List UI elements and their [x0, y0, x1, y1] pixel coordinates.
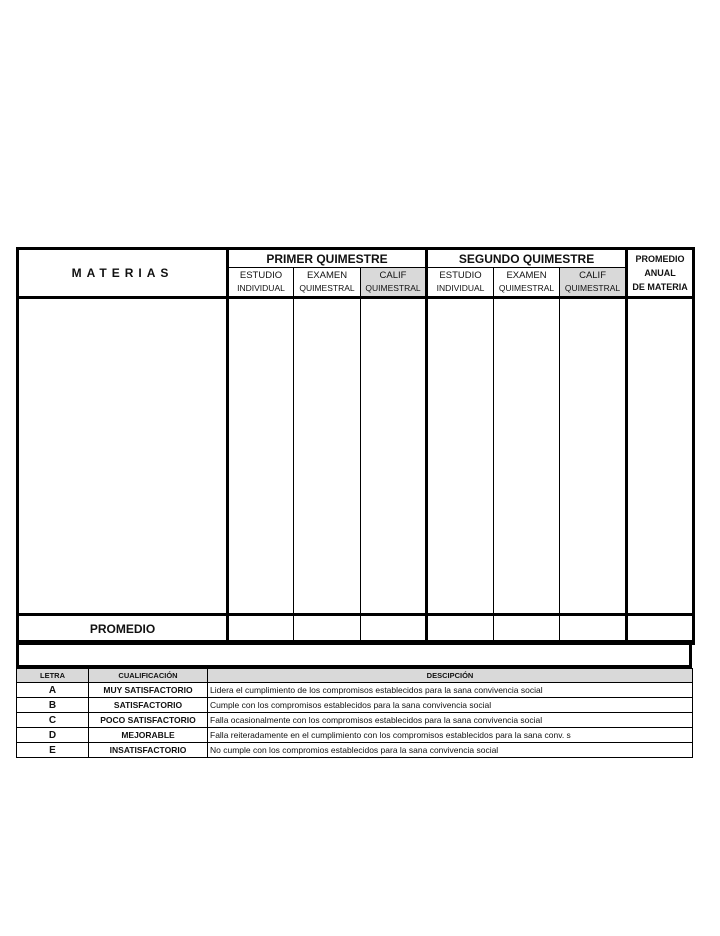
grade-cell[interactable]: [494, 298, 560, 615]
promedio-label: PROMEDIO: [18, 615, 228, 644]
legend-qualification: MUY SATISFACTORIO: [89, 683, 208, 698]
legend-letter-header: LETRA: [17, 669, 89, 683]
legend-letter: C: [17, 713, 89, 728]
segundo-quimestre-header: SEGUNDO QUIMESTRE: [427, 249, 627, 268]
legend-letter: A: [17, 683, 89, 698]
legend-qualification: POCO SATISFACTORIO: [89, 713, 208, 728]
grades-table: [16, 247, 695, 645]
legend-row: [17, 698, 693, 713]
annual-average-cell[interactable]: [627, 298, 694, 615]
legend-table: [16, 668, 693, 758]
comments-band[interactable]: [16, 640, 692, 668]
promedio-anual-header: [627, 249, 694, 298]
q1-estudio-header: ESTUDIO INDIVIDUAL: [228, 268, 294, 298]
promedio-anual-line3: DE MATERIA: [632, 282, 688, 292]
legend-letter: E: [17, 743, 89, 758]
legend-description: Lidera el cumplimiento de los compromisos establecidos para la sana convivencia social: [208, 683, 693, 698]
promedio-anual-line2: ANUAL: [644, 268, 676, 278]
q1-examen-header: EXAMEN QUIMESTRAL: [294, 268, 361, 298]
legend-letter: D: [17, 728, 89, 743]
grade-cell[interactable]: [427, 298, 494, 615]
q2-examen-header: EXAMEN QUIMESTRAL: [494, 268, 560, 298]
legend-description-header: DESCIPCIÓN: [208, 669, 693, 683]
legend-qualification-header: CUALIFICACIÓN: [89, 669, 208, 683]
promedio-anual-line1: PROMEDIO: [635, 254, 685, 264]
legend-row: [17, 728, 693, 743]
grade-cell[interactable]: [228, 298, 294, 615]
q2-estudio-header: ESTUDIO INDIVIDUAL: [427, 268, 494, 298]
legend-row: [17, 683, 693, 698]
grade-cell[interactable]: [560, 298, 627, 615]
legend-qualification: INSATISFACTORIO: [89, 743, 208, 758]
legend-letter: B: [17, 698, 89, 713]
legend-row: [17, 743, 693, 758]
legend-description: Falla ocasionalmente con los compromisos establecidos para la sana convivencia social: [208, 713, 693, 728]
legend-description: No cumple con los compromios establecidos para la sana convivencia social: [208, 743, 693, 758]
q1-calif-header: CALIF QUIMESTRAL: [361, 268, 427, 298]
grade-cell[interactable]: [361, 298, 427, 615]
q2-calif-header: CALIF QUIMESTRAL: [560, 268, 627, 298]
legend-qualification: MEJORABLE: [89, 728, 208, 743]
legend-description: Falla reiteradamente en el cumplimiento con los compromisos establecidos para la sana conv. s: [208, 728, 693, 743]
legend-qualification: SATISFACTORIO: [89, 698, 208, 713]
grade-cell[interactable]: [294, 298, 361, 615]
materias-header: [18, 249, 228, 298]
legend-row: [17, 713, 693, 728]
materias-label: MATERIAS: [71, 266, 174, 280]
materias-cell[interactable]: [18, 298, 228, 615]
primer-quimestre-header: PRIMER QUIMESTRE: [228, 249, 427, 268]
legend-description: Cumple con los compromisos establecidos para la sana convivencia social: [208, 698, 693, 713]
